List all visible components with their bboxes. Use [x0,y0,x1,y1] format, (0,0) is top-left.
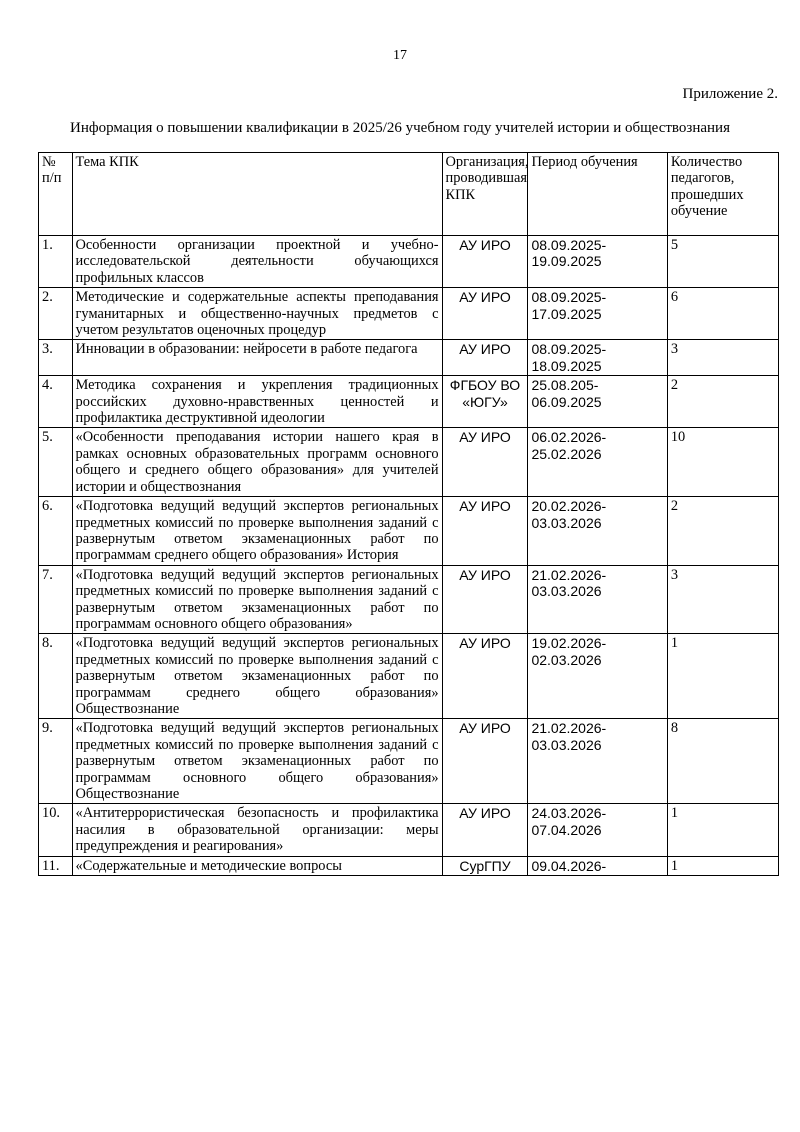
row-period: 25.08.205-06.09.2025 [528,376,667,428]
row-num: 2. [39,288,73,340]
table-row [39,804,779,856]
row-org: АУ ИРО [442,634,528,719]
document-title: Информация о повышении квалификации в 2025/26 учебном году учителей истории и обществознания [70,120,730,136]
row-topic: Методические и содержательные аспекты преподавания гуманитарных и общественно-научных предметов с учетом результатов оценочных процедур [72,288,442,340]
row-topic: «Подготовка ведущий ведущий экспертов региональных предметных комиссий по проверке выполнения заданий с развернутым ответом экзаменационных работ по программам среднего общего образования» История [72,497,442,566]
row-org: АУ ИРО [442,428,528,497]
page-number: 17 [393,48,407,63]
appendix-label: Приложение 2. [682,86,778,102]
row-count: 1 [667,804,778,856]
row-period: 09.04.2026- [528,856,667,875]
table-row [39,497,779,566]
row-count: 10 [667,428,778,497]
table-row [39,340,779,376]
row-org: ФГБОУ ВО «ЮГУ» [442,376,528,428]
row-num: 8. [39,634,73,719]
table-row [39,856,779,875]
table-row [39,565,779,634]
table-row [39,719,779,804]
row-period: 19.02.2026-02.03.2026 [528,634,667,719]
row-count: 3 [667,340,778,376]
table-row [39,634,779,719]
row-num: 3. [39,340,73,376]
header-org: Организация, проводившая КПК [442,153,528,236]
row-count: 1 [667,856,778,875]
row-topic: «Подготовка ведущий ведущий экспертов региональных предметных комиссий по проверке выполнения заданий с развернутым ответом экзаменационных работ по программам основного общего образования» [72,565,442,634]
row-period: 06.02.2026-25.02.2026 [528,428,667,497]
row-period: 24.03.2026-07.04.2026 [528,804,667,856]
courses-table [38,152,779,876]
row-org: АУ ИРО [442,236,528,288]
row-topic: Особенности организации проектной и учебно-исследовательской деятельности обучающихся профильных классов [72,236,442,288]
row-count: 2 [667,497,778,566]
row-topic: Методика сохранения и укрепления традиционных российских духовно-нравственных ценностей и профилактика деструктивной идеологии [72,376,442,428]
row-topic: «Особенности преподавания истории нашего края в рамках основных образовательных программ основного общего и среднего общего образования» для учителей истории и обществознания [72,428,442,497]
row-count: 2 [667,376,778,428]
table-header-row [39,153,779,236]
row-num: 9. [39,719,73,804]
table-row [39,236,779,288]
header-count: Количество педагогов, прошедших обучение [667,153,778,236]
row-topic: «Антитеррористическая безопасность и профилактика насилия в образовательной организации: меры предупреждения и реагирования» [72,804,442,856]
row-org: АУ ИРО [442,804,528,856]
table-row [39,376,779,428]
row-count: 5 [667,236,778,288]
row-count: 1 [667,634,778,719]
row-num: 5. [39,428,73,497]
row-num: 1. [39,236,73,288]
row-num: 4. [39,376,73,428]
header-topic: Тема КПК [72,153,442,236]
row-period: 08.09.2025-17.09.2025 [528,288,667,340]
row-period: 08.09.2025-19.09.2025 [528,236,667,288]
row-org: АУ ИРО [442,565,528,634]
row-period: 21.02.2026-03.03.2026 [528,719,667,804]
table-row [39,428,779,497]
row-num: 11. [39,856,73,875]
row-count: 6 [667,288,778,340]
row-org: СурГПУ [442,856,528,875]
row-period: 20.02.2026-03.03.2026 [528,497,667,566]
row-num: 6. [39,497,73,566]
header-period: Период обучения [528,153,667,236]
row-topic: Инновации в образовании: нейросети в работе педагога [72,340,442,376]
row-count: 8 [667,719,778,804]
header-num: № п/п [39,153,73,236]
row-org: АУ ИРО [442,340,528,376]
table-row [39,288,779,340]
row-org: АУ ИРО [442,497,528,566]
row-num: 7. [39,565,73,634]
row-period: 08.09.2025-18.09.2025 [528,340,667,376]
row-topic: «Содержательные и методические вопросы [72,856,442,875]
row-org: АУ ИРО [442,288,528,340]
row-num: 10. [39,804,73,856]
row-topic: «Подготовка ведущий ведущий экспертов региональных предметных комиссий по проверке выполнения заданий с развернутым ответом экзаменационных работ по программам среднего общего образования» Обществознание [72,634,442,719]
row-count: 3 [667,565,778,634]
row-org: АУ ИРО [442,719,528,804]
row-topic: «Подготовка ведущий ведущий экспертов региональных предметных комиссий по проверке выполнения заданий с развернутым ответом экзаменационных работ по программам основного общего образования» Обществознание [72,719,442,804]
row-period: 21.02.2026-03.03.2026 [528,565,667,634]
